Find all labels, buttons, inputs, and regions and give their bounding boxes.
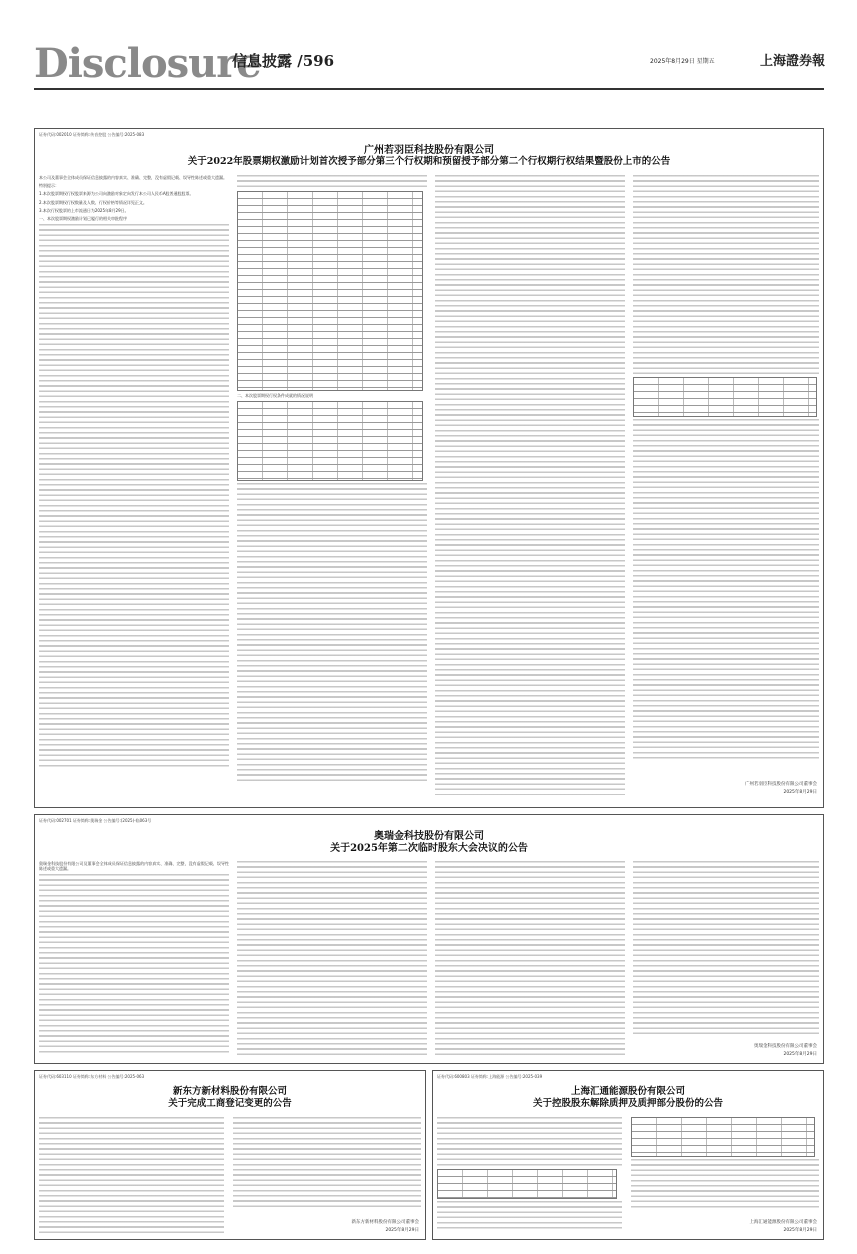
body-text-lines: [631, 1159, 819, 1209]
body-text-lines: [437, 1201, 622, 1231]
body-text-lines: [633, 175, 819, 375]
notice-column: [633, 175, 819, 775]
notice-column: [237, 861, 427, 1056]
notice-huitong: [432, 1070, 824, 1240]
notice-column: [437, 1117, 622, 1235]
notice-column: [39, 861, 229, 1056]
brand-title: Disclosure: [34, 40, 261, 87]
data-table: [633, 377, 817, 417]
notice-code-line: 证券代码:600803 证券简称:上海能源 公告编号:2025-039: [437, 1074, 543, 1079]
notice-signature: 奥瑞金科技股份有限公司董事会: [754, 1044, 817, 1049]
section-heading: 二、本次股票期权行权条件成就的情况说明: [237, 393, 313, 398]
body-text-lines: [435, 175, 625, 795]
notice-column: [435, 175, 625, 795]
notice-intro: 奥瑞金科技股份有限公司及董事会全体成员保证信息披露的内容真实、准确、完整，没有虚假记载、误导性陈述或重大遗漏。: [39, 861, 229, 872]
tip-item: 2.本次股票期权行权数量及人数、行权价格等情况详见正文。: [39, 199, 147, 205]
notice-signature-date: 2025年8月29日: [385, 1228, 419, 1233]
body-text-lines: [233, 1117, 421, 1207]
notice-company: 新东方新材料股份有限公司: [172, 1086, 287, 1097]
newspaper-logo: 上海證券報: [760, 54, 826, 69]
tip-item: 1.本次股票期权行权股票来源为公司向激励对象定向发行本公司人民币A股普通股股票。: [39, 191, 194, 197]
masthead: [0, 0, 857, 87]
data-table: [237, 401, 423, 481]
tip-item: 3.本次行权股票的上市流通日为2025年8月29日。: [39, 207, 129, 213]
notice-column: [39, 175, 229, 795]
notice-title: 关于2022年股票期权激励计划首次授予部分第三个行权期和预留授予部分第二个行权期行权结果暨股份上市的公告: [187, 156, 671, 167]
body-text-lines: [633, 419, 819, 759]
body-text-lines: [633, 861, 819, 1036]
data-table: [437, 1169, 617, 1199]
notice-column: [39, 1117, 224, 1235]
notice-title: 关于2025年第二次临时股东大会决议的公告: [330, 843, 528, 854]
notice-code-line: 证券代码:002010 证券简称:传音控股 公告编号:2025-083: [39, 132, 145, 137]
notice-signature: 广州若羽臣科技股份有限公司董事会: [745, 782, 817, 787]
notice-title: 关于控股股东解除质押及质押部分股份的公告: [532, 1098, 723, 1109]
notice-company: 广州若羽臣科技股份有限公司: [364, 145, 494, 156]
body-text-lines: [39, 1117, 224, 1235]
notice-column: [233, 1117, 421, 1207]
body-text-lines: [39, 224, 229, 769]
notice-signature-date: 2025年8月29日: [783, 1228, 817, 1233]
notice-code-line: 证券代码:002701 证券简称:奥瑞金 公告编号:(2025)-临063号: [39, 818, 152, 823]
data-table: [631, 1117, 815, 1157]
notice-column: [435, 861, 625, 1056]
section-title: 信息披露 /596: [232, 52, 335, 70]
data-table: [237, 191, 423, 391]
notice-column: [633, 861, 819, 1036]
notice-company: 奥瑞金科技股份有限公司: [374, 831, 484, 842]
section-heading: 一、本次股票期权激励计划已履行的相关审批程序: [39, 216, 127, 222]
notice-aoruijin: [34, 814, 824, 1064]
notice-code-line: 证券代码:603110 证券简称:东方材料 公告编号:2025-063: [39, 1074, 145, 1079]
special-tips-heading: 特别提示：: [39, 183, 59, 189]
notice-column: [631, 1117, 819, 1212]
notice-signature: 上海汇通能源股份有限公司董事会: [749, 1220, 817, 1225]
body-text-lines: [39, 874, 229, 1054]
issue-date: 2025年8月29日 星期五: [650, 58, 715, 65]
notice-title: 关于完成工商登记变更的公告: [168, 1098, 292, 1109]
notice-ruoyuchen: [34, 128, 824, 808]
header-rule: [34, 88, 824, 90]
notice-column: [237, 175, 427, 795]
body-text-lines: [237, 175, 427, 189]
notice-signature: 新东方新材料股份有限公司董事会: [351, 1220, 419, 1225]
notice-signature-date: 2025年8月29日: [783, 1052, 817, 1057]
body-text-lines: [237, 861, 427, 1056]
body-text-lines: [237, 483, 427, 783]
notice-company: 上海汇通能源股份有限公司: [570, 1086, 685, 1097]
notice-signature-date: 2025年8月29日: [783, 790, 817, 795]
notice-xindongfang: [34, 1070, 426, 1240]
notice-intro: 本公司及董事会全体成员保证信息披露的内容真实、准确、完整，没有虚假记载、误导性陈述或重大遗漏。: [39, 175, 227, 180]
body-text-lines: [437, 1117, 622, 1167]
body-text-lines: [435, 861, 625, 1056]
